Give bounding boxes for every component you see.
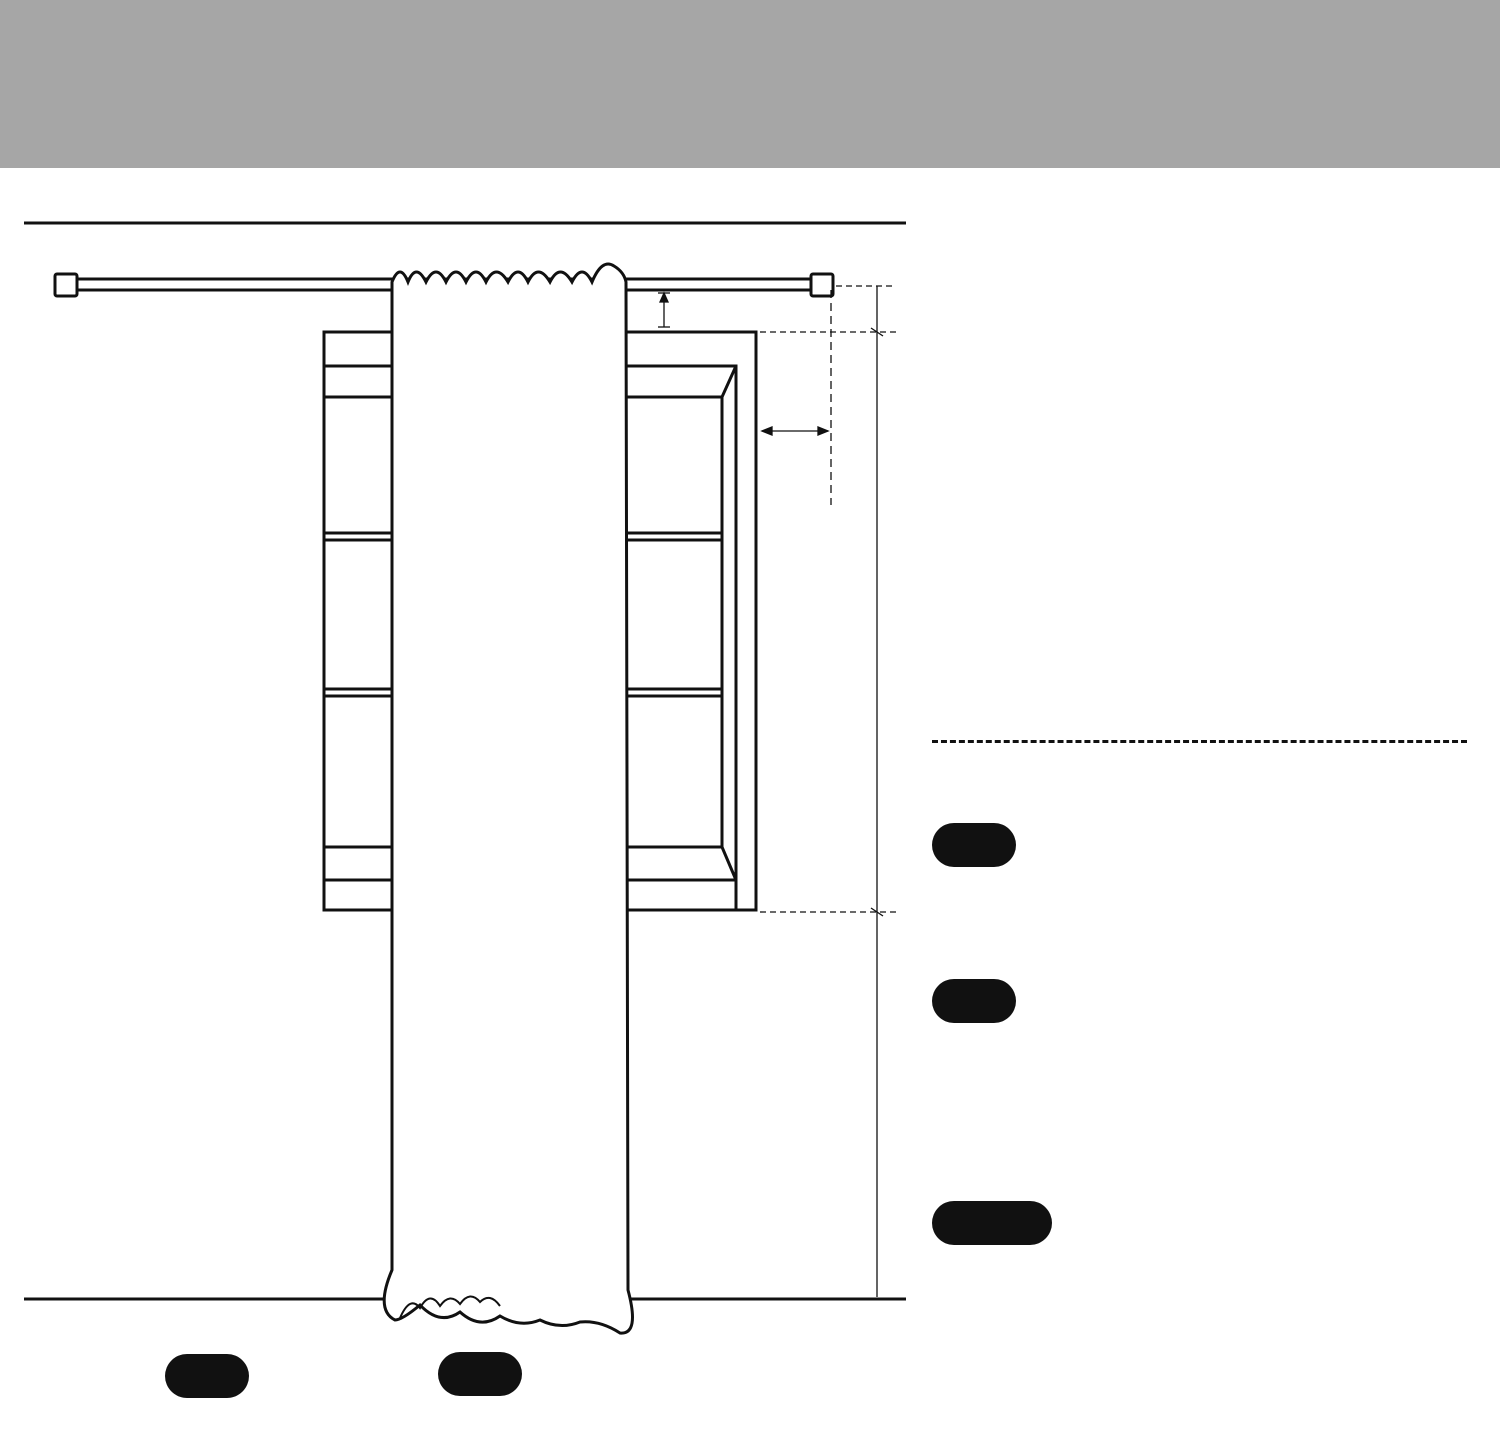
curtain-h2 [384,264,632,1333]
h1-floor-badge [165,1354,249,1398]
h2-floor-badge [438,1352,522,1396]
section-divider [932,740,1467,743]
spec-2-badge [932,979,1016,1023]
note-badge [932,1201,1052,1245]
spec-1-badge [932,823,1016,867]
